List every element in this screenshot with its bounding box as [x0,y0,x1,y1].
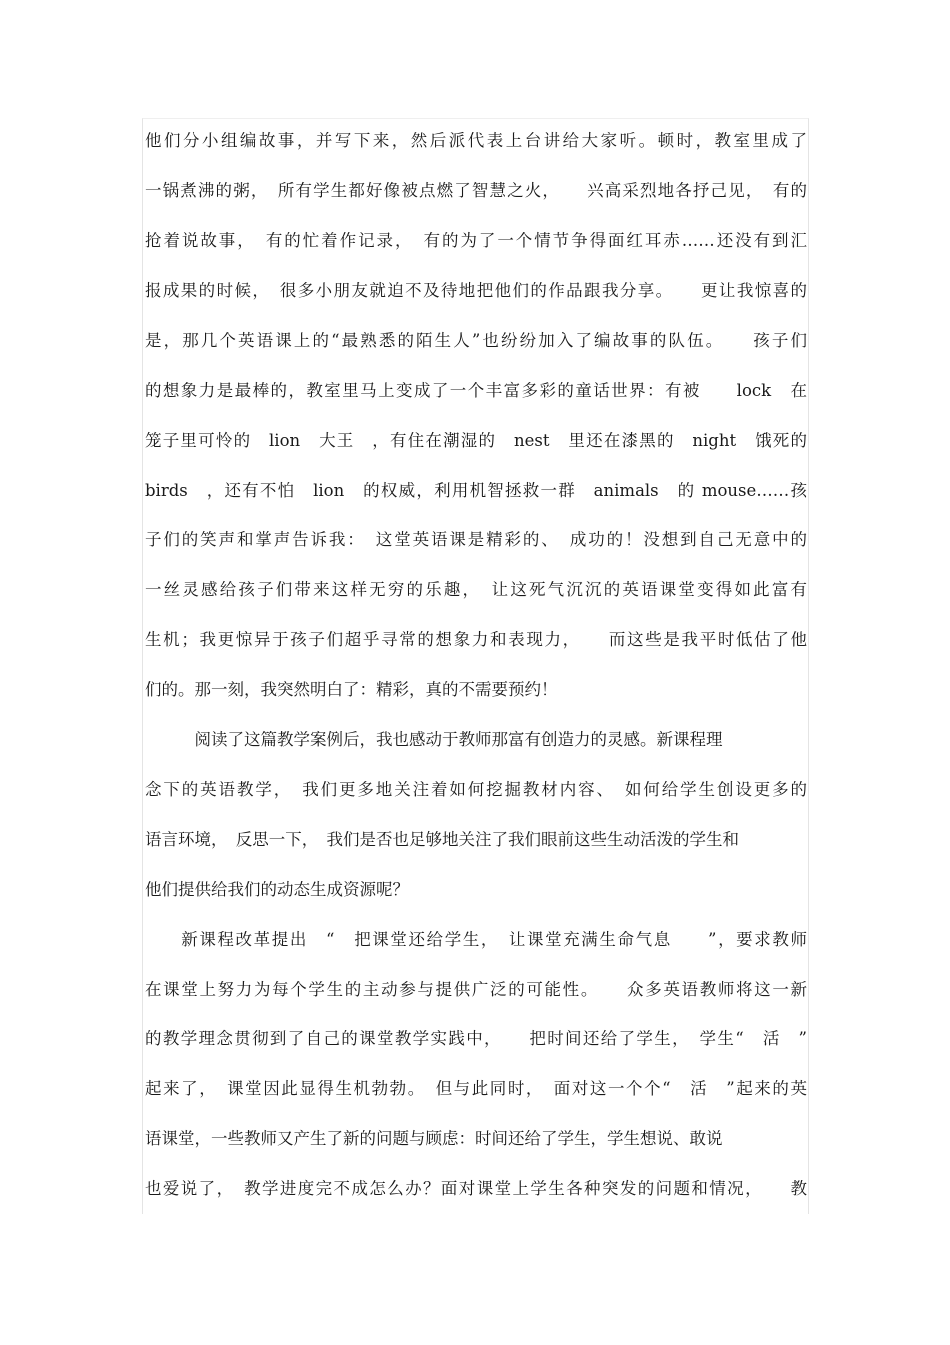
text-line: 笼子里可怜的 lion 大王 ，有住在潮湿的 nest 里还在漆黑的 night 饿死的 [145,431,807,450]
text-line: birds ，还有不怕 lion 的权威，利用机智拯救一群 animals 的 mouse……孩 [145,481,807,500]
text-line: 语言环境， 反思一下， 我们是否也足够地关注了我们眼前这些生动活泼的学生和 [145,830,739,849]
text-line: 阅读了这篇教学案例后，我也感动于教师那富有创造力的灵感。新课程理 [145,730,723,749]
text-line: 的教学理念贯彻到了自己的课堂教学实践中， 把时间还给了学生， 学生“ 活 ” [145,1029,807,1048]
text-line: 念下的英语教学， 我们更多地关注着如何挖掘教材内容、 如何给学生创设更多的 [145,780,807,799]
text-line: 的想象力是最棒的，教室里马上变成了一个丰富多彩的童话世界：有被 lock 在 [145,381,807,400]
text-line: 们的。那一刻，我突然明白了：精彩，真的不需要预约！ [145,680,558,699]
text-line: 在课堂上努力为每个学生的主动参与提供广泛的可能性。 众多英语教师将这一新 [145,980,807,999]
text-line: 一锅煮沸的粥， 所有学生都好像被点燃了智慧之火， 兴高采烈地各抒己见， 有的 [145,181,807,200]
text-line: 子们的笑声和掌声告诉我： 这堂英语课是精彩的、 成功的！没想到自己无意中的 [145,530,807,549]
text-line: 他们分小组编故事，并写下来，然后派代表上台讲给大家听。顿时，教室里成了 [145,131,807,150]
text-line: 一丝灵感给孩子们带来这样无穷的乐趣， 让这死气沉沉的英语课堂变得如此富有 [145,580,807,599]
text-line: 是，那几个英语课上的“最熟悉的陌生人”也纷纷加入了编故事的队伍。 孩子们 [145,331,807,350]
text-line: 报成果的时候， 很多小朋友就迫不及待地把他们的作品跟我分享。 更让我惊喜的 [145,281,807,300]
text-line: 也爱说了， 教学进度完不成怎么办？面对课堂上学生各种突发的问题和情况， 教 [145,1179,807,1198]
text-line: 语课堂，一些教师又产生了新的问题与顾虑：时间还给了学生，学生想说、敢说 [145,1129,723,1148]
text-line: 起来了， 课堂因此显得生机勃勃。 但与此同时， 面对这一个个“ 活 ”起来的英 [145,1079,807,1098]
text-line: 生机；我更惊异于孩子们超乎寻常的想象力和表现力， 而这些是我平时低估了他 [145,630,807,649]
text-line: 新课程改革提出 “ 把课堂还给学生， 让课堂充满生命气息 ”，要求教师 [145,930,807,949]
text-line: 他们提供给我们的动态生成资源呢？ [145,880,409,899]
text-line: 抢着说故事， 有的忙着作记录， 有的为了一个情节争得面红耳赤……还没有到汇 [145,231,807,250]
